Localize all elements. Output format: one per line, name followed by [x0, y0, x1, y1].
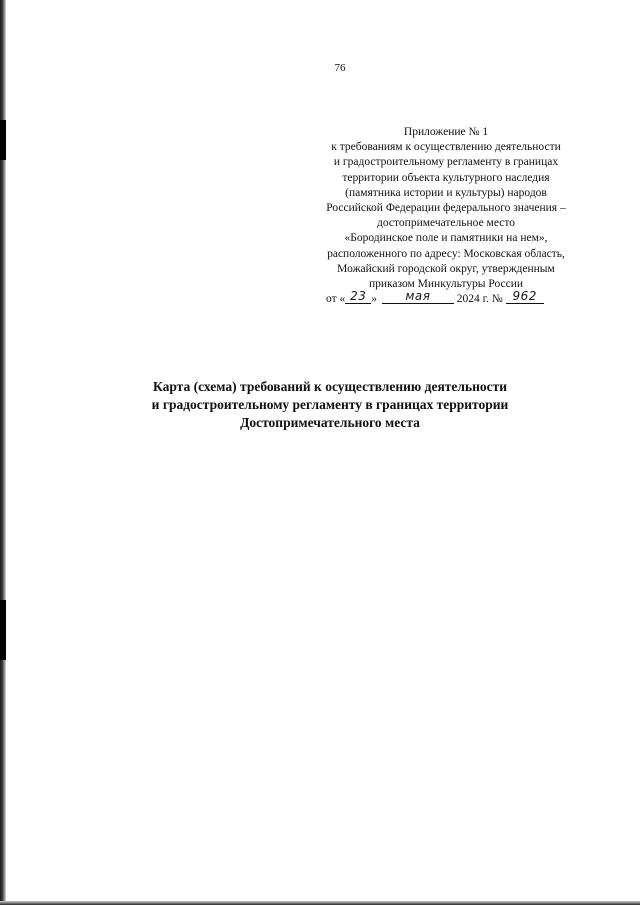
handwritten-number: 962	[512, 289, 537, 303]
date-year-text: 2024 г. №	[456, 293, 503, 305]
map-title-line: Достопримечательного места	[240, 415, 420, 430]
appendix-block	[296, 125, 596, 292]
appendix-line: (памятника истории и культуры) народов	[345, 186, 547, 199]
day-blank	[345, 290, 371, 304]
appendix-line: и градостроительному регламенту в границах	[333, 156, 559, 169]
page-number: 76	[334, 62, 346, 74]
scan-edge-left	[0, 0, 6, 905]
appendix-title: Приложение № 1	[403, 126, 489, 138]
appendix-line: Российской Федерации федерального значения –	[326, 202, 566, 215]
scan-edge-mark	[0, 600, 6, 660]
appendix-line: Можайский городской округ, утвержденным	[337, 262, 555, 275]
appendix-line: к требованиям к осуществлению деятельности	[331, 141, 561, 154]
handwritten-month: мая	[405, 289, 431, 303]
map-title	[120, 378, 540, 432]
order-date-line	[326, 290, 586, 307]
scan-edge-mark	[0, 120, 6, 160]
handwritten-day: 23	[350, 289, 367, 303]
appendix-line: «Бородинское поле и памятники на нем»,	[344, 232, 548, 245]
map-title-line: Карта (схема) требований к осуществлению деятельности	[152, 379, 508, 394]
appendix-line: приказом Минкультуры России	[368, 278, 524, 291]
appendix-line: территории объекта культурного наследия	[342, 171, 550, 184]
number-blank	[506, 290, 544, 304]
date-prefix: от «	[326, 293, 346, 305]
date-day-close: »	[371, 293, 377, 305]
appendix-line: расположенного по адресу: Московская область,	[327, 247, 565, 260]
map-title-line: и градостроительному регламенту в границах территории	[151, 397, 509, 412]
month-blank	[382, 290, 454, 304]
scan-edge-bottom	[0, 901, 640, 905]
appendix-line: достопримечательное место	[377, 217, 515, 230]
